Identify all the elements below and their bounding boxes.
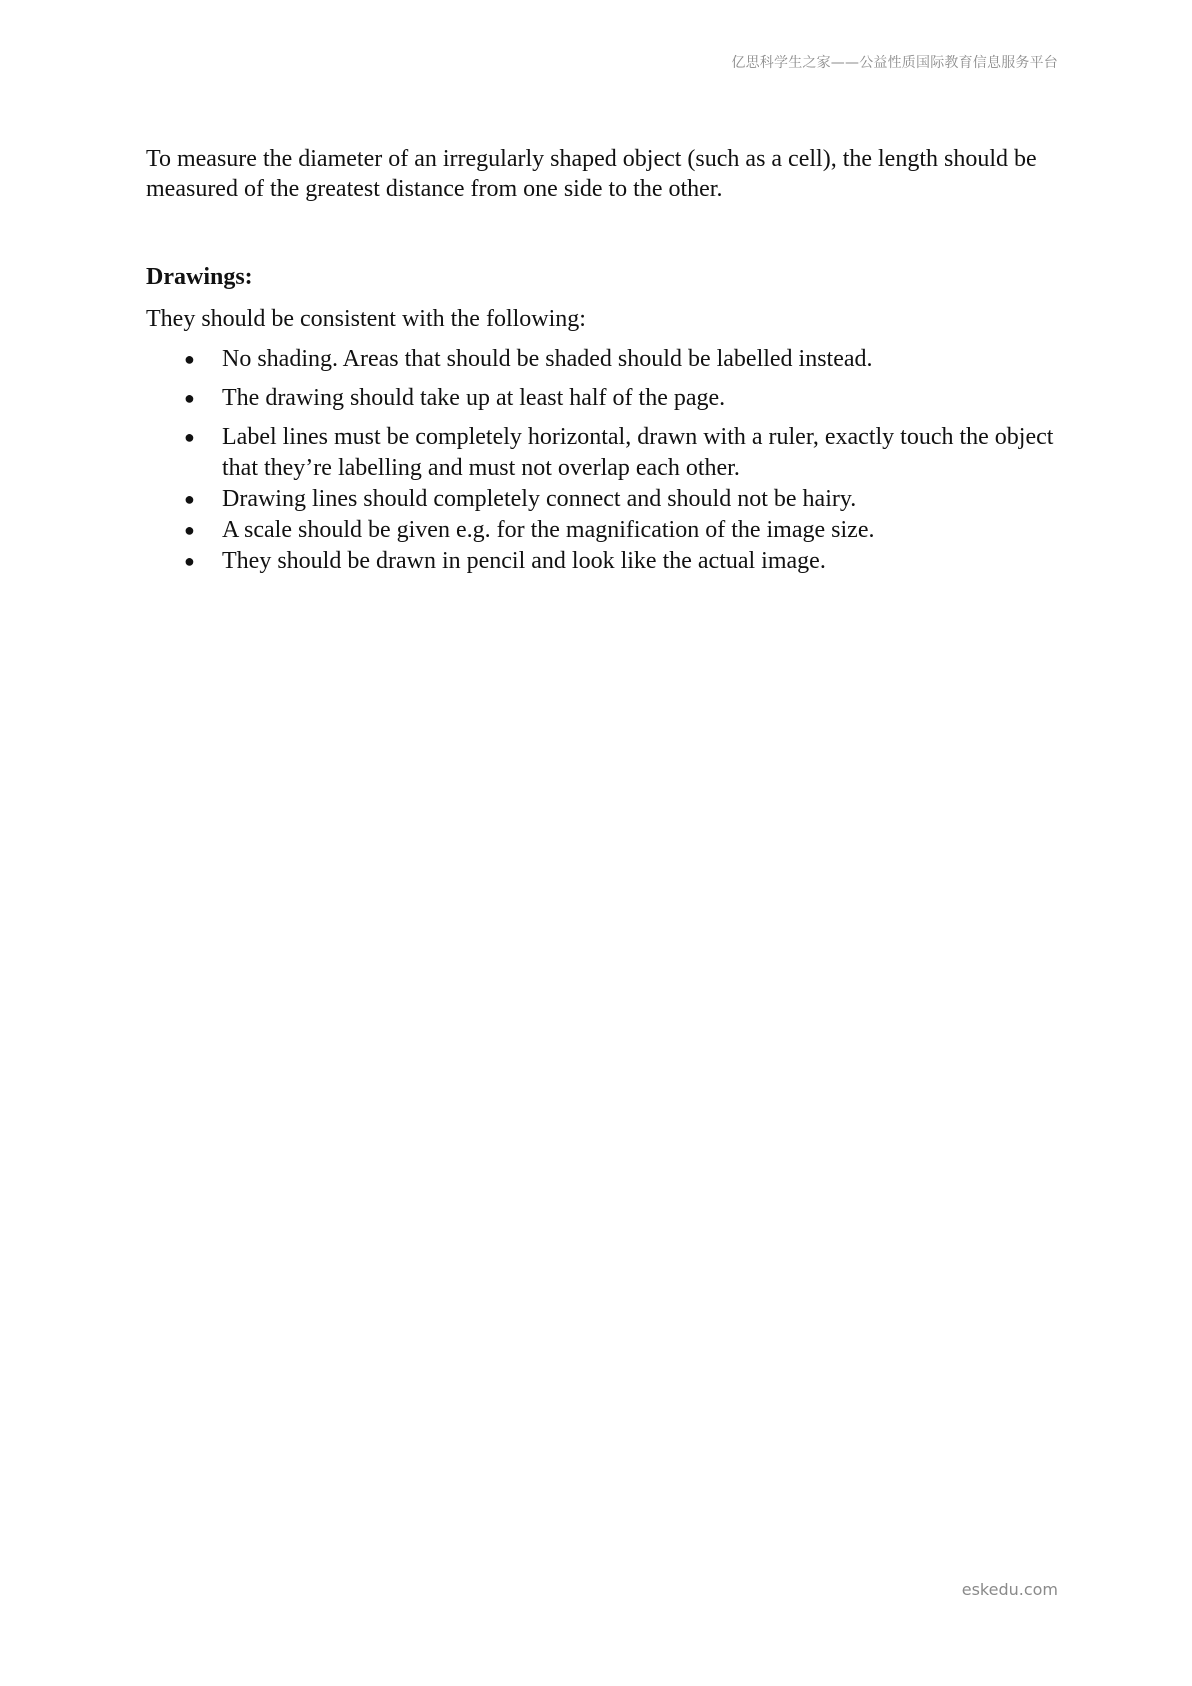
bullet-icon: ● [184,349,195,369]
intro-paragraph: To measure the diameter of an irregularly shaped object (such as a cell), the length should be measured of the greatest distance from one side to the other. [146,146,1037,202]
list-item [146,515,1056,546]
bullet-icon: ● [184,489,195,509]
list-item [146,344,1056,375]
list-item-text: No shading. Areas that should be shaded should be labelled instead. [222,346,873,372]
list-item-text: They should be drawn in pencil and look like the actual image. [222,548,826,574]
list-item-text: Drawing lines should completely connect and should not be hairy. [222,486,857,512]
bullet-icon: ● [184,520,195,540]
bullet-icon: ● [184,427,195,447]
bullet-icon: ● [184,551,195,571]
bullet-icon: ● [184,388,195,408]
list-item-text: The drawing should take up at least half of the page. [222,385,726,411]
bullet-list [146,344,1056,577]
list-item [146,484,1056,515]
header-watermark: 亿思科学生之家——公益性质国际教育信息服务平台 [731,55,1058,71]
list-item [146,383,1056,414]
list-item-text: Label lines must be completely horizontal, drawn with a ruler, exactly touch the object that they’re labelling and must not overlap each other. [222,424,1054,481]
list-item [146,422,1056,484]
footer-watermark: eskedu.com [961,1580,1058,1599]
document-body [146,144,1056,577]
section-lead: They should be consistent with the following: [146,306,586,332]
list-item-text: A scale should be given e.g. for the magnification of the image size. [222,517,875,543]
section-heading: Drawings: [146,264,253,290]
list-item [146,546,1056,577]
